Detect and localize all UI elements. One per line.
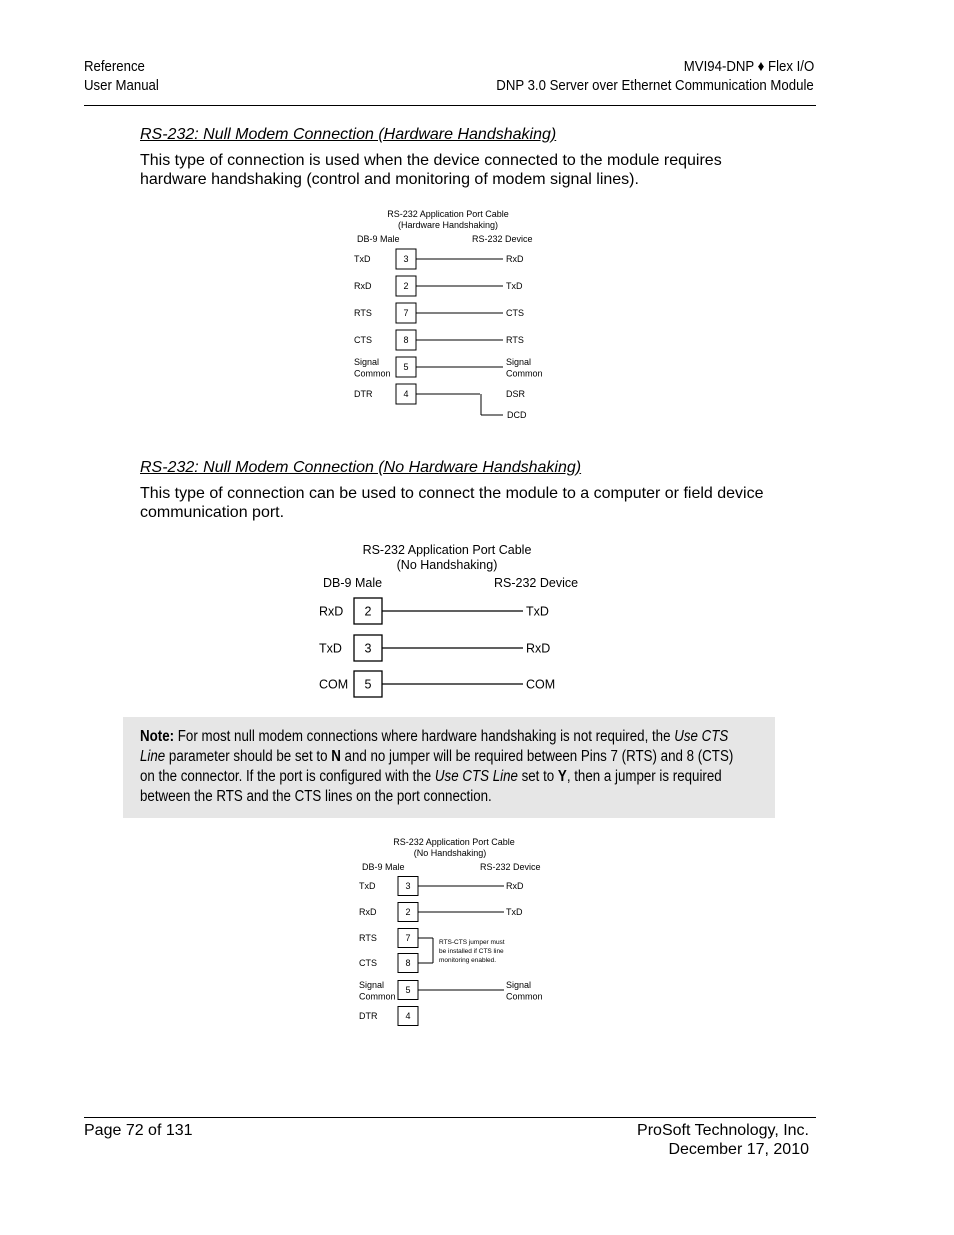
jumper-note-3: monitoring enabled. xyxy=(439,957,497,964)
pin-number: 2 xyxy=(403,281,409,292)
pin-number: 4 xyxy=(405,1011,411,1022)
diagram-hardware-handshaking xyxy=(340,202,580,427)
right-signal-label: COM xyxy=(526,677,556,692)
pin-row xyxy=(359,877,524,896)
pin-row xyxy=(359,903,523,922)
right-signal-label: TxD xyxy=(506,907,523,918)
pin-number: 8 xyxy=(403,335,409,346)
left-signal-label: Common xyxy=(359,991,396,1002)
right-signal-label: DSR xyxy=(506,389,526,400)
diagram-no-handshaking-rts-cts xyxy=(345,832,585,1032)
left-header: DB-9 Male xyxy=(362,862,405,872)
pin-number: 4 xyxy=(403,389,409,400)
note-text: Note: For most null modem connections where hardware handshaking is not required, the Use CTS Line parameter should be set to N and no jumper will be required between Pins 7 (RTS) and 8 (CTS) on the connector. If the port is configured with the Use CTS Line set to Y, then a jumper is required between the RTS and the CTS lines on the port connection. xyxy=(140,728,734,805)
section-title-no-handshaking: RS-232: Null Modem Connection (No Hardware Handshaking) xyxy=(140,459,582,476)
right-signal-label: RxD xyxy=(506,881,524,892)
pin-row xyxy=(354,249,524,269)
pin-row xyxy=(359,1007,418,1026)
header-module-name: DNP 3.0 Server over Ethernet Communication Module xyxy=(496,77,814,94)
jumper-note-2: be installed if CTS line xyxy=(439,948,504,955)
header-user-manual: User Manual xyxy=(84,77,159,94)
left-signal-label: Common xyxy=(354,368,391,379)
pin-row xyxy=(354,276,523,296)
note-label: Note: xyxy=(140,728,175,745)
footer-date: December 17, 2010 xyxy=(668,1141,809,1158)
diagram-no-handshaking xyxy=(310,538,600,703)
left-signal-label: RTS xyxy=(359,933,377,944)
right-signal-label: TxD xyxy=(526,604,549,619)
diagram-title: RS-232 Application Port Cable xyxy=(387,209,509,219)
diagram-subtitle: (Hardware Handshaking) xyxy=(397,220,499,230)
right-signal-label: Common xyxy=(506,991,543,1002)
header-product: MVI94-DNP ♦ Flex I/O xyxy=(683,58,814,75)
right-header: RS-232 Device xyxy=(494,576,579,590)
left-header: DB-9 Male xyxy=(357,234,400,244)
diagram-subtitle: (No Handshaking) xyxy=(413,848,487,858)
jumper-note-1: RTS-CTS jumper must xyxy=(439,939,505,946)
label-dcd: DCD xyxy=(507,410,527,420)
section-body-no-handshaking: This type of connection can be used to connect the module to a computer or field device communication port. xyxy=(140,485,764,521)
pin-row xyxy=(354,303,524,323)
footer-page-number: Page 72 of 131 xyxy=(84,1122,193,1139)
diagram-subtitle: (No Handshaking) xyxy=(396,558,498,572)
pin-number: 2 xyxy=(405,907,411,918)
left-signal-label: RTS xyxy=(354,308,372,319)
left-signal-label: DTR xyxy=(354,389,373,400)
left-signal-label: TxD xyxy=(359,881,376,892)
pin-row xyxy=(359,954,418,973)
left-header: DB-9 Male xyxy=(323,576,383,590)
right-signal-label: Signal xyxy=(506,357,532,367)
pin-number: 5 xyxy=(364,677,372,692)
section-body-hardware-handshaking: This type of connection is used when the device connected to the module requires hardware handshaking (control and monitoring of modem signal lines). xyxy=(140,152,722,188)
diagram-title: RS-232 Application Port Cable xyxy=(393,837,515,847)
left-signal-label: Signal xyxy=(359,980,385,990)
left-signal-label: TxD xyxy=(354,254,371,265)
left-signal-label: TxD xyxy=(319,641,342,656)
right-header: RS-232 Device xyxy=(480,862,541,872)
pin-number: 7 xyxy=(405,933,411,944)
right-signal-label: CTS xyxy=(506,308,524,319)
section-title-hardware-handshaking: RS-232: Null Modem Connection (Hardware Handshaking) xyxy=(140,126,557,143)
pin-row xyxy=(354,357,543,379)
pin-row xyxy=(319,635,550,661)
pin-row xyxy=(319,598,549,624)
pin-row xyxy=(319,671,555,697)
left-signal-label: CTS xyxy=(359,958,377,969)
header-reference: Reference xyxy=(84,58,145,75)
left-signal-label: Signal xyxy=(354,357,380,367)
diagram-title: RS-232 Application Port Cable xyxy=(362,543,532,557)
footer-rule xyxy=(84,1117,816,1118)
right-signal-label: TxD xyxy=(506,281,523,292)
pin-number: 5 xyxy=(403,362,409,373)
footer-company: ProSoft Technology, Inc. xyxy=(637,1122,809,1139)
left-signal-label: RxD xyxy=(359,907,377,918)
right-signal-label: Signal xyxy=(506,980,532,990)
right-signal-label: RxD xyxy=(526,641,551,656)
left-signal-label: COM xyxy=(319,677,349,692)
right-header: RS-232 Device xyxy=(472,234,533,244)
left-signal-label: RxD xyxy=(354,281,372,292)
pin-number: 7 xyxy=(403,308,409,319)
pin-number: 8 xyxy=(405,958,411,969)
pin-number: 3 xyxy=(403,254,409,265)
header-rule xyxy=(84,105,816,106)
right-signal-label: RTS xyxy=(506,335,524,346)
left-signal-label: CTS xyxy=(354,335,372,346)
right-signal-label: Common xyxy=(506,368,543,379)
pin-number: 3 xyxy=(364,641,372,656)
pin-row xyxy=(359,980,543,1002)
right-signal-label: RxD xyxy=(506,254,524,265)
pin-row xyxy=(359,929,418,948)
pin-number: 3 xyxy=(405,881,411,892)
pin-number: 5 xyxy=(405,985,411,996)
left-signal-label: DTR xyxy=(359,1011,378,1022)
pin-number: 2 xyxy=(364,604,372,619)
left-signal-label: RxD xyxy=(319,604,344,619)
pin-row xyxy=(354,330,524,350)
